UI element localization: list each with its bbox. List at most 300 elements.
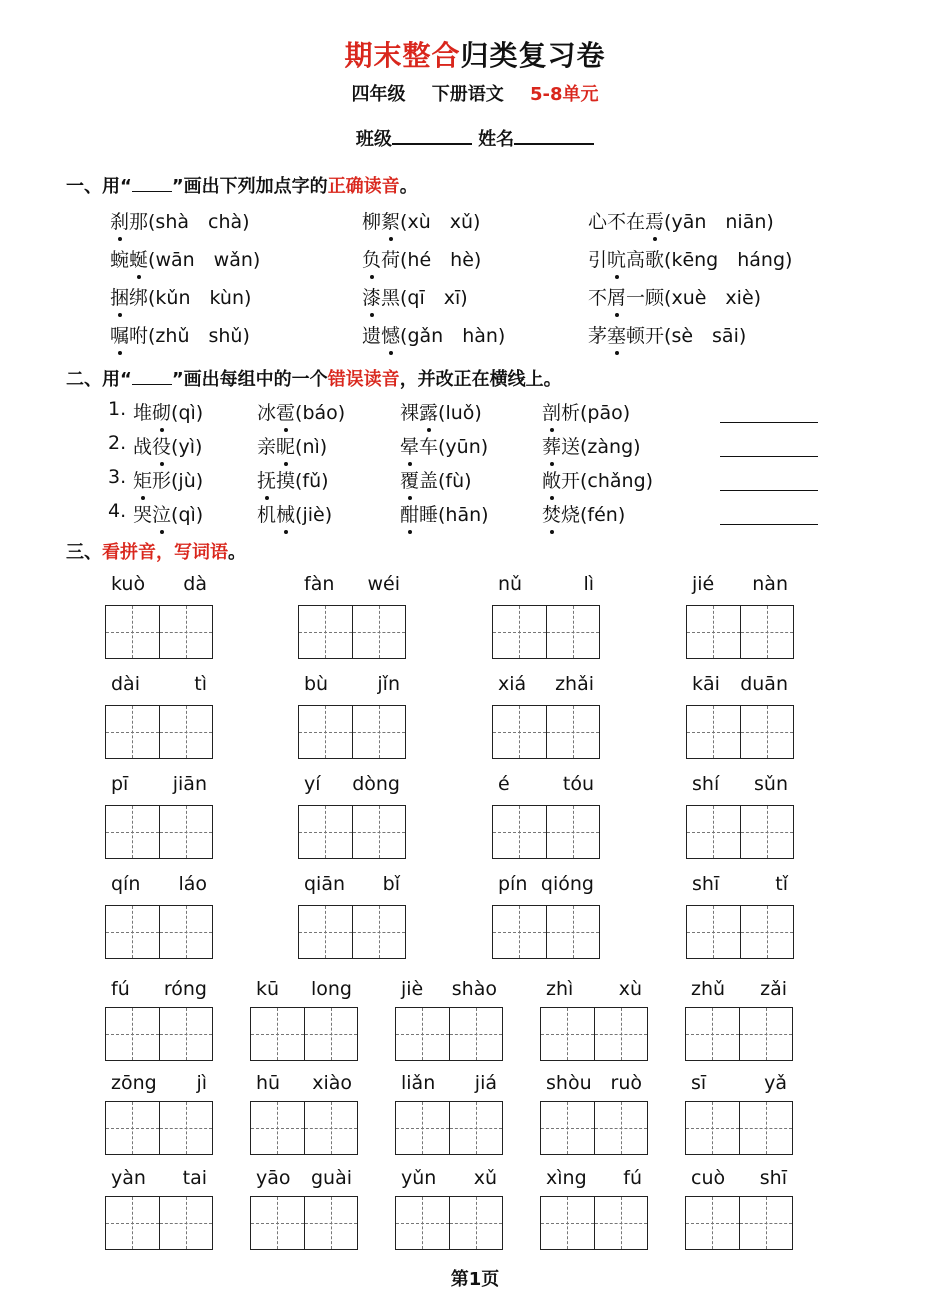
writing-grid[interactable] xyxy=(298,805,406,859)
grid-cell[interactable] xyxy=(159,906,213,958)
grid-cell[interactable] xyxy=(687,606,740,658)
grid-cell[interactable] xyxy=(159,1102,213,1154)
word-item xyxy=(542,398,630,425)
pinyin-syllable: kuò xyxy=(111,573,146,595)
grid-cell[interactable] xyxy=(687,906,740,958)
grid-cell[interactable] xyxy=(251,1197,304,1249)
pinyin-syllable: hū xyxy=(256,1072,281,1094)
word-post: 析(pāo) xyxy=(561,402,631,424)
writing-grid[interactable] xyxy=(686,705,794,759)
writing-grid[interactable] xyxy=(250,1007,358,1061)
pinyin-pair xyxy=(298,673,406,695)
word-item xyxy=(362,283,468,310)
grid-cell[interactable] xyxy=(449,1008,503,1060)
pinyin-syllable: qiān xyxy=(304,873,346,895)
dotted-char: 役 xyxy=(152,436,172,458)
word-pre: 堆 xyxy=(133,402,153,424)
grid-cell[interactable] xyxy=(106,606,159,658)
word-post: (nì) xyxy=(295,436,328,458)
name-label: 姓名 xyxy=(478,129,515,150)
item-number: 4. xyxy=(108,500,127,522)
word-pre: 不 xyxy=(588,287,608,309)
dotted-char: 屑 xyxy=(607,287,627,309)
dotted-char: 露 xyxy=(419,402,439,424)
pinyin-syllable: yǎ xyxy=(764,1072,787,1094)
writing-grid[interactable] xyxy=(105,805,213,859)
writing-grid[interactable] xyxy=(540,1196,648,1250)
pinyin-syllable: dòng xyxy=(352,773,400,795)
grid-cell[interactable] xyxy=(299,906,352,958)
pinyin-pair xyxy=(540,1072,648,1094)
item-number: 2. xyxy=(108,432,127,454)
pinyin-syllable: long xyxy=(310,978,352,1000)
dotted-char: 抚 xyxy=(257,470,277,492)
class-label: 班级 xyxy=(355,129,392,150)
dotted-char: 雹 xyxy=(276,402,296,424)
pinyin-pair xyxy=(686,673,794,695)
grid-cell[interactable] xyxy=(493,906,546,958)
grid-cell[interactable] xyxy=(594,1197,648,1249)
pinyin-pair xyxy=(250,978,358,1000)
grid-cell[interactable] xyxy=(299,806,352,858)
pinyin-syllable: láo xyxy=(178,873,207,895)
word-post: 摸(fǔ) xyxy=(276,470,329,492)
word-post: (qì) xyxy=(171,504,204,526)
section3-prefix: 三、 xyxy=(66,542,102,563)
dotted-char: 泣 xyxy=(152,504,172,526)
word-item xyxy=(133,398,203,425)
writing-grid[interactable] xyxy=(105,1196,213,1250)
grid-cell[interactable] xyxy=(352,806,406,858)
grid-cell[interactable] xyxy=(740,906,794,958)
pinyin-pair xyxy=(685,978,793,1000)
word-post: 咐(zhǔ shǔ) xyxy=(129,325,250,347)
writing-grid[interactable] xyxy=(492,805,600,859)
grid-cell[interactable] xyxy=(304,1102,358,1154)
dotted-char: 塞 xyxy=(607,325,627,347)
pinyin-pair xyxy=(685,1167,793,1189)
word-pre: 亲 xyxy=(257,436,277,458)
grid-cell[interactable] xyxy=(299,606,352,658)
writing-grid[interactable] xyxy=(298,905,406,959)
word-post: 开(chǎng) xyxy=(561,470,654,492)
pinyin-syllable: kū xyxy=(256,978,280,1000)
pinyin-syllable: jì xyxy=(196,1072,207,1094)
word-post: (xù xǔ) xyxy=(400,211,481,233)
pinyin-syllable: xǔ xyxy=(473,1167,497,1189)
class-field[interactable] xyxy=(392,127,472,145)
section1-middle: ”画出下列加点字的 xyxy=(171,176,328,197)
grid-cell[interactable] xyxy=(594,1102,648,1154)
grid-cell[interactable] xyxy=(740,606,794,658)
grid-cell[interactable] xyxy=(546,606,600,658)
pinyin-pair xyxy=(395,1072,503,1094)
word-post: 烧(fén) xyxy=(561,504,626,526)
pinyin-syllable: dà xyxy=(183,573,207,595)
pinyin-syllable: kāi xyxy=(692,673,720,695)
word-item xyxy=(542,466,653,493)
writing-grid[interactable] xyxy=(395,1101,503,1155)
dotted-char: 覆 xyxy=(400,470,420,492)
pinyin-syllable: shòu xyxy=(546,1072,592,1094)
dotted-char: 械 xyxy=(276,504,296,526)
pinyin-pair xyxy=(685,1072,793,1094)
word-item xyxy=(110,207,250,234)
word-item xyxy=(362,245,481,272)
word-pre: 机 xyxy=(257,504,277,526)
word-item xyxy=(257,500,332,527)
pinyin-syllable: ruò xyxy=(610,1072,642,1094)
grid-cell[interactable] xyxy=(740,706,794,758)
word-item xyxy=(110,321,250,348)
pinyin-syllable: tì xyxy=(194,673,207,695)
pinyin-syllable: yàn xyxy=(111,1167,146,1189)
writing-grid[interactable] xyxy=(540,1007,648,1061)
pinyin-pair xyxy=(492,673,600,695)
word-item xyxy=(588,207,774,234)
grid-cell[interactable] xyxy=(251,1008,304,1060)
writing-grid[interactable] xyxy=(492,605,600,659)
writing-grid[interactable] xyxy=(540,1101,648,1155)
pinyin-syllable: nǔ xyxy=(498,573,523,595)
pinyin-syllable: jǐn xyxy=(377,673,400,695)
grid-cell[interactable] xyxy=(106,806,159,858)
writing-grid[interactable] xyxy=(395,1007,503,1061)
word-pre: 心不在 xyxy=(588,211,646,233)
writing-grid[interactable] xyxy=(105,905,213,959)
word-post: 黑(qī xī) xyxy=(381,287,468,309)
grid-cell[interactable] xyxy=(493,606,546,658)
pinyin-syllable: qín xyxy=(111,873,141,895)
pinyin-syllable: xù xyxy=(618,978,642,1000)
section3-heading xyxy=(66,538,246,564)
pinyin-syllable: fú xyxy=(111,978,130,1000)
pinyin-syllable: yāo xyxy=(256,1167,291,1189)
pinyin-syllable: nàn xyxy=(752,573,788,595)
writing-grid[interactable] xyxy=(250,1101,358,1155)
answer-line[interactable] xyxy=(720,490,818,491)
pinyin-syllable: jiá xyxy=(474,1072,497,1094)
grid-cell[interactable] xyxy=(546,706,600,758)
section3-highlight: 看拼音，写词语 xyxy=(102,542,228,563)
word-post: 送(zàng) xyxy=(561,436,641,458)
pinyin-syllable: tóu xyxy=(562,773,594,795)
grid-cell[interactable] xyxy=(396,1102,449,1154)
pinyin-pair xyxy=(298,773,406,795)
pinyin-pair xyxy=(686,873,794,895)
word-post: (luǒ) xyxy=(438,402,482,424)
word-item xyxy=(133,466,203,493)
page-number: 第1页 xyxy=(450,1269,500,1290)
pinyin-syllable: xìng xyxy=(546,1167,587,1189)
pinyin-syllable: sǔn xyxy=(754,773,788,795)
grid-cell[interactable] xyxy=(304,1197,358,1249)
writing-grid[interactable] xyxy=(395,1196,503,1250)
dotted-char: 刹 xyxy=(110,211,130,233)
pinyin-pair xyxy=(298,873,406,895)
title-red-part: 期末整合 xyxy=(344,39,461,72)
word-post: 形(jù) xyxy=(152,470,204,492)
word-post: (jiè) xyxy=(295,504,333,526)
units-label: 5-8单元 xyxy=(530,84,599,105)
grid-cell[interactable] xyxy=(396,1197,449,1249)
grid-cell[interactable] xyxy=(159,606,213,658)
word-post: 绑(kǔn kùn) xyxy=(129,287,252,309)
pinyin-syllable: sī xyxy=(691,1072,707,1094)
grid-cell[interactable] xyxy=(106,906,159,958)
pinyin-syllable: jiè xyxy=(401,978,424,1000)
section1-heading xyxy=(66,172,418,198)
pinyin-pair xyxy=(492,573,600,595)
word-item xyxy=(588,245,792,272)
pinyin-syllable: yǔn xyxy=(401,1167,437,1189)
word-post: 那(shà chà) xyxy=(129,211,250,233)
pinyin-pair xyxy=(105,873,213,895)
pinyin-syllable: róng xyxy=(163,978,207,1000)
word-pre: 引 xyxy=(588,249,608,271)
name-field[interactable] xyxy=(514,127,594,145)
writing-grid[interactable] xyxy=(105,1007,213,1061)
pinyin-syllable: duān xyxy=(740,673,788,695)
grid-cell[interactable] xyxy=(352,706,406,758)
grid-cell[interactable] xyxy=(541,1008,594,1060)
dotted-char: 酣 xyxy=(400,504,420,526)
section2-middle: ”画出每组中的一个 xyxy=(171,369,328,390)
pinyin-syllable: jié xyxy=(692,573,715,595)
word-item xyxy=(542,432,641,459)
dotted-char: 敞 xyxy=(542,470,562,492)
grid-cell[interactable] xyxy=(251,1102,304,1154)
word-item xyxy=(400,432,488,459)
section1-end: 。 xyxy=(399,176,418,197)
dotted-char: 砌 xyxy=(152,402,172,424)
dotted-char: 嘱 xyxy=(110,325,130,347)
word-pre: 茅 xyxy=(588,325,608,347)
word-post: 睡(hān) xyxy=(419,504,489,526)
dotted-char: 晕 xyxy=(400,436,420,458)
pinyin-syllable: fàn xyxy=(304,573,335,595)
word-post: 荷(hé hè) xyxy=(381,249,482,271)
dotted-char: 蜒 xyxy=(129,249,149,271)
answer-line[interactable] xyxy=(720,422,818,423)
writing-grid[interactable] xyxy=(686,805,794,859)
answer-line[interactable] xyxy=(720,524,818,525)
writing-grid[interactable] xyxy=(686,905,794,959)
grid-cell[interactable] xyxy=(686,1008,739,1060)
grid-cell[interactable] xyxy=(541,1102,594,1154)
grid-cell[interactable] xyxy=(686,1102,739,1154)
section2-heading xyxy=(66,365,562,391)
writing-grid[interactable] xyxy=(492,905,600,959)
dotted-char: 负 xyxy=(362,249,382,271)
word-item xyxy=(362,207,480,234)
grid-cell[interactable] xyxy=(594,1008,648,1060)
pinyin-pair xyxy=(298,573,406,595)
pinyin-syllable: shī xyxy=(759,1167,787,1189)
word-item xyxy=(133,500,203,527)
subject-label: 下册语文 xyxy=(431,84,504,105)
grid-cell[interactable] xyxy=(686,1197,739,1249)
word-pre: 遗 xyxy=(362,325,382,347)
dotted-char: 絮 xyxy=(381,211,401,233)
grid-cell[interactable] xyxy=(106,1102,159,1154)
section3-end: 。 xyxy=(228,542,246,563)
grade-label: 四年级 xyxy=(351,84,406,105)
pinyin-pair xyxy=(105,1167,213,1189)
pinyin-pair xyxy=(686,573,794,595)
writing-grid[interactable] xyxy=(298,705,406,759)
word-item xyxy=(400,398,482,425)
pinyin-pair xyxy=(540,978,648,1000)
page-title xyxy=(0,34,950,74)
pinyin-syllable: zhǔ xyxy=(691,978,726,1000)
grid-cell[interactable] xyxy=(106,706,159,758)
word-item xyxy=(400,500,489,527)
dotted-char: 剖 xyxy=(542,402,562,424)
word-post: 一顾(xuè xiè) xyxy=(626,287,762,309)
pinyin-syllable: tǐ xyxy=(775,873,788,895)
grid-cell[interactable] xyxy=(739,1102,793,1154)
pinyin-syllable: xiào xyxy=(312,1072,352,1094)
item-number: 1. xyxy=(108,398,127,420)
writing-grid[interactable] xyxy=(250,1196,358,1250)
pinyin-syllable: fú xyxy=(623,1167,642,1189)
grid-cell[interactable] xyxy=(739,1008,793,1060)
word-pre: 哭 xyxy=(133,504,153,526)
pinyin-pair xyxy=(686,773,794,795)
name-bar xyxy=(0,125,950,151)
dotted-char: 昵 xyxy=(276,436,296,458)
title-black-part: 归类复习卷 xyxy=(460,39,606,72)
word-item xyxy=(257,432,327,459)
pinyin-syllable: yí xyxy=(304,773,321,795)
word-pre: 蜿 xyxy=(110,249,130,271)
word-item xyxy=(542,500,625,527)
pinyin-syllable: zōng xyxy=(111,1072,157,1094)
dotted-char: 葬 xyxy=(542,436,562,458)
item-number: 3. xyxy=(108,466,127,488)
pinyin-syllable: pín xyxy=(498,873,528,895)
pinyin-syllable: guài xyxy=(310,1167,352,1189)
pinyin-syllable: qióng xyxy=(540,873,594,895)
writing-grid[interactable] xyxy=(685,1101,793,1155)
word-item xyxy=(400,466,472,493)
writing-grid[interactable] xyxy=(298,605,406,659)
pinyin-pair xyxy=(250,1072,358,1094)
pinyin-syllable: wéi xyxy=(367,573,400,595)
pinyin-syllable: lì xyxy=(583,573,594,595)
pinyin-pair xyxy=(395,978,503,1000)
word-item xyxy=(257,398,345,425)
grid-cell[interactable] xyxy=(546,906,600,958)
dotted-char: 焉 xyxy=(645,211,665,233)
grid-cell[interactable] xyxy=(106,1008,159,1060)
word-post: (báo) xyxy=(295,402,346,424)
pinyin-syllable: pī xyxy=(111,773,129,795)
writing-grid[interactable] xyxy=(492,705,600,759)
grid-cell[interactable] xyxy=(352,606,406,658)
pinyin-syllable: cuò xyxy=(691,1167,726,1189)
grid-cell[interactable] xyxy=(546,806,600,858)
writing-grid[interactable] xyxy=(105,605,213,659)
answer-line[interactable] xyxy=(720,456,818,457)
grid-cell[interactable] xyxy=(304,1008,358,1060)
word-item xyxy=(110,245,260,272)
dotted-char: 憾 xyxy=(381,325,401,347)
grid-cell[interactable] xyxy=(352,906,406,958)
pinyin-syllable: shī xyxy=(692,873,720,895)
pinyin-syllable: liǎn xyxy=(401,1072,436,1094)
word-post: 车(yūn) xyxy=(419,436,489,458)
dotted-char: 吭 xyxy=(607,249,627,271)
word-post: 高歌(kēng háng) xyxy=(626,249,793,271)
grid-cell[interactable] xyxy=(493,806,546,858)
pinyin-syllable: zǎi xyxy=(760,978,787,1000)
word-post: 顿开(sè sāi) xyxy=(626,325,747,347)
pinyin-pair xyxy=(105,1072,213,1094)
pinyin-pair xyxy=(105,978,213,1000)
word-pre: 冰 xyxy=(257,402,277,424)
pinyin-syllable: zhǎi xyxy=(555,673,594,695)
grid-cell[interactable] xyxy=(493,706,546,758)
word-post: (qì) xyxy=(171,402,204,424)
writing-grid[interactable] xyxy=(685,1007,793,1061)
pinyin-pair xyxy=(250,1167,358,1189)
grid-cell[interactable] xyxy=(740,806,794,858)
grid-cell[interactable] xyxy=(687,806,740,858)
grid-cell[interactable] xyxy=(739,1197,793,1249)
writing-grid[interactable] xyxy=(685,1196,793,1250)
blank-line xyxy=(132,177,172,192)
pinyin-syllable: dài xyxy=(111,673,140,695)
grid-cell[interactable] xyxy=(159,1008,213,1060)
grid-cell[interactable] xyxy=(106,1197,159,1249)
grid-cell[interactable] xyxy=(159,1197,213,1249)
writing-grid[interactable] xyxy=(105,1101,213,1155)
grid-cell[interactable] xyxy=(299,706,352,758)
pinyin-syllable: jiān xyxy=(172,773,207,795)
pinyin-pair xyxy=(492,873,600,895)
dotted-char: 捆 xyxy=(110,287,130,309)
pinyin-pair xyxy=(492,773,600,795)
grid-cell[interactable] xyxy=(159,806,213,858)
blank-line xyxy=(132,370,172,385)
grid-cell[interactable] xyxy=(541,1197,594,1249)
pinyin-syllable: tai xyxy=(182,1167,207,1189)
section1-highlight: 正确读音 xyxy=(327,176,400,197)
pinyin-syllable: shào xyxy=(451,978,497,1000)
section2-highlight: 错误读音 xyxy=(327,369,400,390)
pinyin-syllable: xiá xyxy=(498,673,527,695)
pinyin-pair xyxy=(395,1167,503,1189)
writing-grid[interactable] xyxy=(105,705,213,759)
word-item xyxy=(362,321,505,348)
writing-grid[interactable] xyxy=(686,605,794,659)
grid-cell[interactable] xyxy=(449,1102,503,1154)
pinyin-pair xyxy=(105,673,213,695)
grid-cell[interactable] xyxy=(396,1008,449,1060)
word-item xyxy=(133,432,202,459)
pinyin-syllable: bǐ xyxy=(382,873,400,895)
grid-cell[interactable] xyxy=(687,706,740,758)
word-post: (wān wǎn) xyxy=(148,249,261,271)
grid-cell[interactable] xyxy=(449,1197,503,1249)
grid-cell[interactable] xyxy=(159,706,213,758)
word-item xyxy=(588,283,761,310)
word-post: 盖(fù) xyxy=(419,470,472,492)
dotted-char: 焚 xyxy=(542,504,562,526)
pinyin-pair xyxy=(105,773,213,795)
